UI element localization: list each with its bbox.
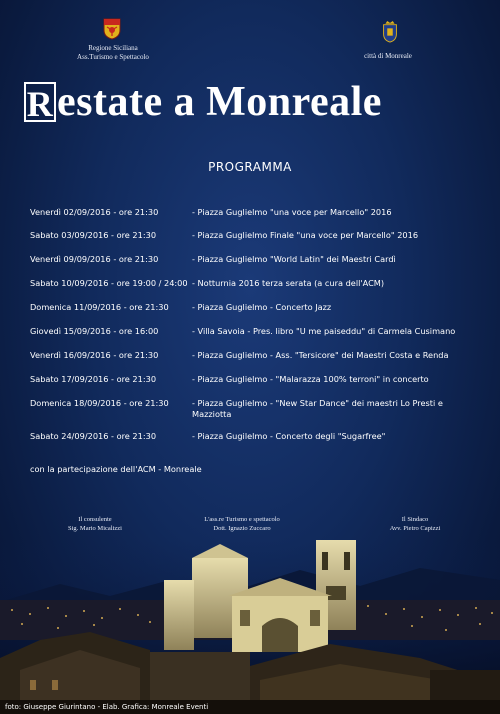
- schedule-date: Venerdì 02/09/2016 - ore 21:30: [30, 207, 159, 217]
- title-initial: R: [24, 82, 56, 122]
- schedule-row: [30, 326, 464, 337]
- regione-siciliana-label: [70, 44, 156, 62]
- schedule-row: [30, 254, 464, 265]
- schedule-row: [30, 230, 464, 241]
- schedule-row: [30, 374, 464, 385]
- schedule-date: Venerdì 09/09/2016 - ore 21:30: [30, 254, 159, 264]
- schedule-row: [30, 278, 464, 289]
- schedule-date: Domenica 11/09/2016 - ore 21:30: [30, 302, 169, 312]
- schedule-row: [30, 398, 464, 420]
- signatory-role: L'ass.re Turismo e spettacolo: [204, 516, 280, 523]
- poster-title: [24, 78, 484, 126]
- signatory-name: Avv. Pietro Capizzi: [389, 525, 441, 532]
- signatory-consulente: [50, 515, 140, 533]
- schedule-event: - Piazza Gugilelmo - Concerto degli "Sugarfree": [192, 431, 386, 441]
- programma-heading: PROGRAMMA: [208, 160, 292, 174]
- signatory-assessore: [182, 515, 302, 533]
- institution-line-2: Ass.Turismo e Spettacolo: [77, 53, 149, 61]
- schedule-event: - Piazza Guglielmo - Concerto Jazz: [192, 302, 332, 312]
- schedule-event: - Piazza Guglielmo "World Latin" dei Maestri Cardì: [192, 254, 396, 264]
- schedule-row: [30, 302, 464, 313]
- schedule-date: Giovedì 15/09/2016 - ore 16:00: [30, 326, 159, 336]
- participation-note: con la partecipazione dell'ACM - Monreale: [30, 464, 202, 474]
- schedule-row: [30, 350, 464, 361]
- schedule-event: - Piazza Guglielmo Finale "una voce per Marcello" 2016: [192, 230, 419, 240]
- schedule-date: Sabato 10/09/2016 - ore 19:00 / 24:00: [30, 278, 188, 288]
- monreale-night-photo: [0, 540, 500, 714]
- signatory-role: Il consulente: [78, 516, 112, 523]
- schedule-event: - Villa Savoia - Pres. libro "U me paiseddu" di Carmela Cusimano: [192, 326, 456, 336]
- schedule-event: - Piazza Guglielmo - "Malarazza 100% terroni" in concerto: [192, 374, 429, 384]
- schedule-date: Domenica 18/09/2016 - ore 21:30: [30, 398, 169, 408]
- signatory-name: Sig. Mario Micalizzi: [68, 525, 122, 532]
- schedule-event: - Piazza Guglielmo "una voce per Marcello" 2016: [192, 207, 392, 217]
- citta-di-monreale-label: città di Monreale: [364, 52, 412, 60]
- schedule-event: - Piazza Guglielmo - Ass. "Tersicore" dei Maestri Costa e Renda: [192, 350, 449, 360]
- photo-credits: foto: Giuseppe Giurintano - Elab. Grafica: Monreale Eventi: [5, 703, 209, 711]
- signatory-role: Il Sindaco: [401, 516, 429, 523]
- schedule-date: Sabato 24/09/2016 - ore 21:30: [30, 431, 157, 441]
- schedule-row: [30, 207, 464, 218]
- institution-line-1: Regione Siciliana: [88, 44, 138, 52]
- regione-sicilia-crest-icon: [103, 18, 121, 40]
- signatory-sindaco: [375, 515, 455, 533]
- schedule-date: Sabato 03/09/2016 - ore 21:30: [30, 230, 157, 240]
- title-rest: estate a Monreale: [57, 79, 382, 125]
- schedule-row: [30, 431, 464, 442]
- signatory-name: Dott. Ignazio Zuccaro: [213, 525, 271, 532]
- schedule-event: - Notturnia 2016 terza serata (a cura dell'ACM): [192, 278, 385, 288]
- schedule-date: Sabato 17/09/2016 - ore 21:30: [30, 374, 157, 384]
- schedule-date: Venerdì 16/09/2016 - ore 21:30: [30, 350, 159, 360]
- monreale-crest-icon: [381, 21, 399, 43]
- schedule-event: - Piazza Guglielmo - "New Star Dance" dei maestri Lo Presti e Mazziotta: [192, 398, 443, 419]
